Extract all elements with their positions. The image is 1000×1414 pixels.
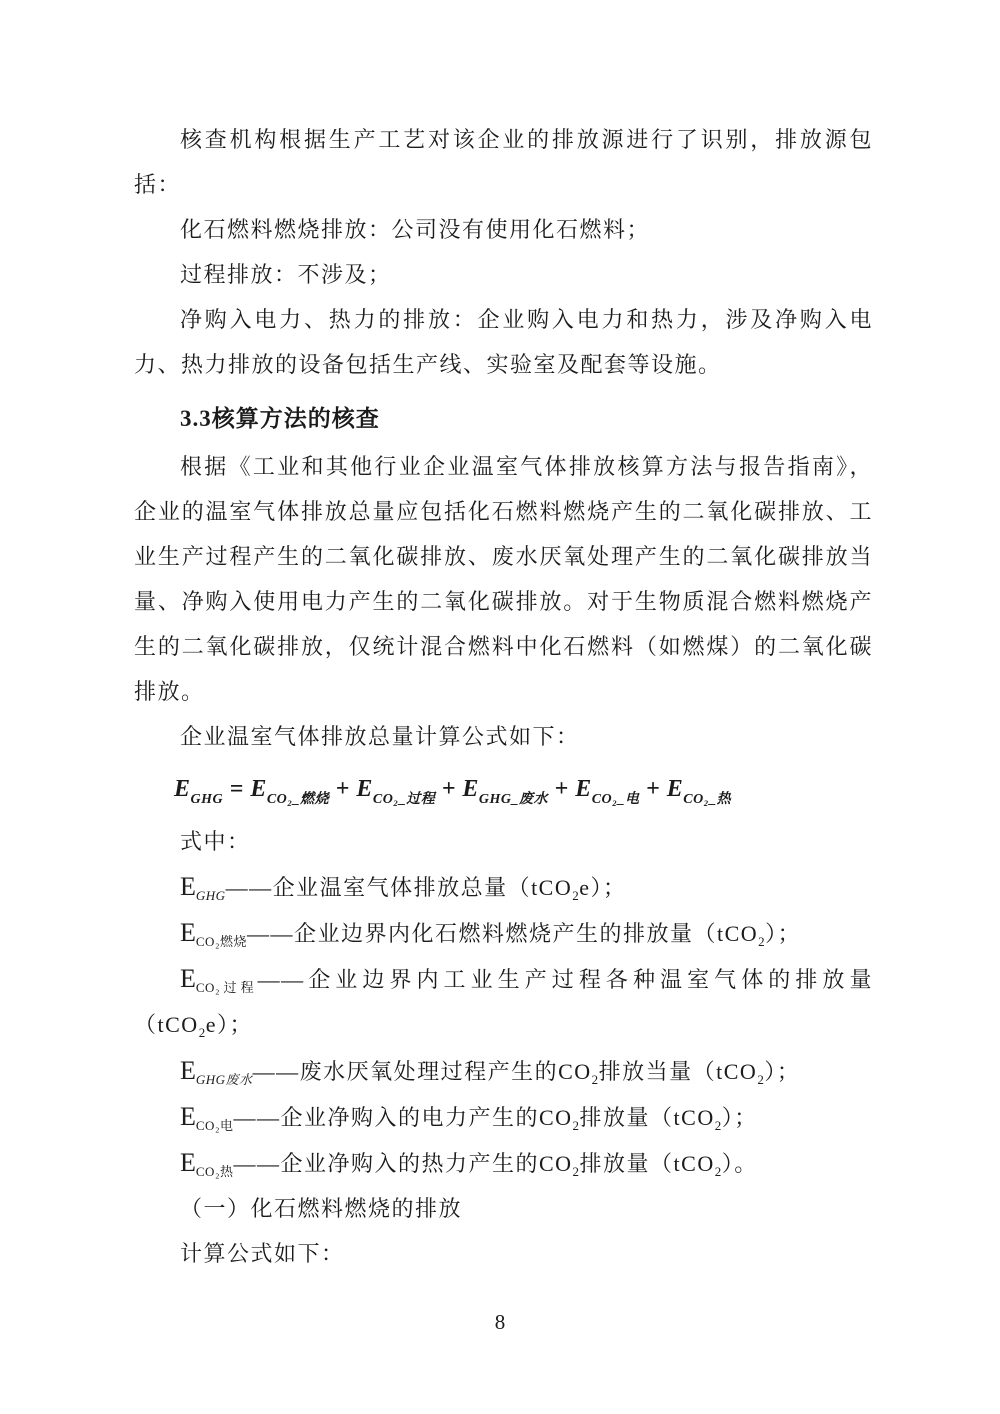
- subscript-text: GHG_废水: [478, 792, 549, 807]
- inline-text: ——企业净购入的热力产生的CO: [233, 1151, 573, 1176]
- inline-text: e）；: [205, 1012, 253, 1037]
- symbol-definition-line: [134, 1094, 873, 1140]
- inline-text: + E: [435, 776, 479, 802]
- inline-text: + E: [639, 776, 684, 802]
- subscript-text: E: [180, 918, 196, 947]
- inline-text: + E: [548, 776, 592, 802]
- inline-text: ——企业净购入的电力产生的CO: [233, 1105, 573, 1130]
- subscript-text: 2: [757, 1072, 765, 1087]
- subscript-text: E: [180, 1056, 196, 1085]
- inline-text: e）；: [579, 875, 627, 900]
- inline-text: + E: [329, 776, 373, 802]
- subscript-text: GHG废水: [195, 1072, 253, 1087]
- paragraph-line: 净购入电力、热力的排放：企业购入电力和热力，涉及净购入电: [180, 307, 873, 332]
- symbol-definition-line: [134, 1048, 873, 1094]
- inline-text: ）；: [764, 1059, 801, 1084]
- paragraph-line: 括：: [134, 172, 182, 197]
- subscript-text: CO₂_过程: [372, 792, 436, 807]
- symbol-definition-line: [134, 956, 873, 1002]
- paragraph-line: 计算公式如下：: [180, 1241, 345, 1266]
- paragraph-line: 企业的温室气体排放总量应包括化石燃料燃烧产生的二氧化碳排放、工: [134, 499, 873, 524]
- inline-text: ——企业边界内化石燃料燃烧产生的排放量（tCO: [246, 921, 759, 946]
- subscript-text: E: [180, 872, 196, 901]
- subscript-text: GHG: [195, 888, 226, 903]
- subscript-text: 2: [591, 1072, 599, 1087]
- subscript-text: CO₂热: [195, 1164, 234, 1179]
- document-body: [134, 117, 873, 1276]
- paragraph-line: 企业温室气体排放总量计算公式如下：: [180, 724, 580, 749]
- subscript-text: CO₂过程: [195, 980, 258, 995]
- subscript-text: 2: [572, 1164, 580, 1179]
- inline-text: 排放量（tCO: [579, 1105, 715, 1130]
- symbol-definition-line: [134, 1140, 873, 1186]
- symbol-definition-line: [134, 910, 873, 956]
- paragraph-line: 量、净购入使用电力产生的二氧化碳排放。对于生物质混合燃料燃烧产: [134, 589, 873, 614]
- inline-text: ——企业温室气体排放总量（tCO: [225, 875, 573, 900]
- subscript-text: CO₂电: [195, 1118, 234, 1133]
- section-heading: 3.3核算方法的核查: [180, 406, 380, 431]
- inline-text: ）；: [721, 1105, 758, 1130]
- subscript-text: E: [180, 1148, 196, 1177]
- page-number: 8: [494, 1310, 506, 1334]
- inline-text: 排放量（tCO: [579, 1151, 715, 1176]
- subscript-text: CO₂_热: [683, 792, 732, 807]
- paragraph-line: 过程排放：不涉及；: [180, 262, 392, 287]
- subscript-text: 2: [714, 1164, 722, 1179]
- subscript-text: E: [180, 964, 196, 993]
- paragraph-line: 根据《工业和其他行业企业温室气体排放核算方法与报告指南》，: [180, 454, 873, 479]
- subscript-text: 2: [198, 1025, 206, 1040]
- inline-text: （tCO: [134, 1012, 199, 1037]
- paragraph-line: 化石燃料燃烧排放：公司没有使用化石燃料；: [180, 217, 651, 242]
- inline-text: ——企业边界内工业生产过程各种温室气体的排放量: [257, 967, 873, 992]
- paragraph-line: 业生产过程产生的二氧化碳排放、废水厌氧处理产生的二氧化碳排放当: [134, 544, 873, 569]
- subscript-text: 2: [714, 1118, 722, 1133]
- paragraph-line: 排放。: [134, 679, 205, 704]
- subscript-text: 2: [758, 934, 766, 949]
- paragraph-line: 核查机构根据生产工艺对该企业的排放源进行了识别，排放源包: [180, 127, 873, 152]
- paragraph-line: 力、热力排放的设备包括生产线、实验室及配套等设施。: [134, 352, 722, 377]
- subscript-text: CO₂_燃烧: [266, 792, 330, 807]
- subscript-text: E: [180, 1102, 196, 1131]
- paragraph-line: 式中：: [180, 829, 251, 854]
- subscript-text: 2: [572, 1118, 580, 1133]
- inline-text: 排放当量（tCO: [598, 1059, 758, 1084]
- inline-text: ）。: [721, 1151, 758, 1176]
- formula-line: [134, 759, 873, 819]
- subscript-text: CO₂燃烧: [195, 934, 247, 949]
- subscript-text: 2: [572, 888, 580, 903]
- inline-text: E: [174, 776, 191, 802]
- paragraph-line: （一）化石燃料燃烧的排放: [180, 1196, 463, 1221]
- inline-text: = E: [223, 776, 267, 802]
- inline-text: ——废水厌氧处理过程产生的CO: [252, 1059, 592, 1084]
- inline-text: ）；: [765, 921, 802, 946]
- subscript-text: GHG: [190, 792, 224, 807]
- paragraph-line: 生的二氧化碳排放，仅统计混合燃料中化石燃料（如燃煤）的二氧化碳: [134, 634, 873, 659]
- symbol-definition-line: [134, 864, 873, 910]
- symbol-definition-line: [134, 1002, 873, 1048]
- subscript-text: CO₂_电: [591, 792, 640, 807]
